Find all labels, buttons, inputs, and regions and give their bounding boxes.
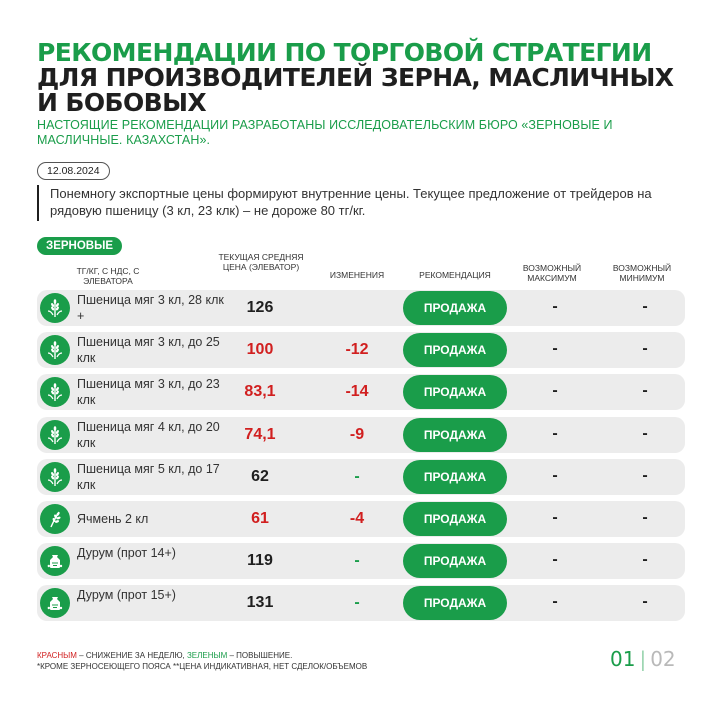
- table-row: [37, 585, 685, 621]
- header-recommendation: РЕКОМЕНДАЦИЯ: [419, 270, 491, 280]
- footnote-red-text: – СНИЖЕНИЕ ЗА НЕДЕЛЮ,: [76, 651, 187, 660]
- footnote-notes: *КРОМЕ ЗЕРНОСЕЮЩЕГО ПОЯСА **ЦЕНА ИНДИКАТИВНАЯ, НЕТ СДЕЛОК/ОБЪЕМОВ: [37, 662, 368, 671]
- grain-bag-icon: [40, 546, 70, 576]
- weekly-change: -4: [349, 509, 365, 527]
- table-row: [37, 417, 685, 453]
- table-row: [37, 543, 685, 579]
- weekly-change: -: [354, 552, 360, 570]
- possible-min: -: [642, 508, 648, 526]
- possible-min: -: [642, 551, 648, 569]
- product-name: Дурум (прот 14+): [77, 546, 176, 561]
- possible-min: -: [642, 466, 648, 484]
- table-row: [37, 501, 685, 537]
- possible-min: -: [642, 593, 648, 611]
- weekly-change: -: [354, 467, 360, 485]
- product-name: Пшеница мяг 5 кл, до 17 клк: [77, 461, 220, 492]
- recommendation-sell-button[interactable]: ПРОДАЖА: [403, 291, 507, 325]
- table-row: [37, 374, 685, 410]
- possible-max: -: [552, 340, 558, 358]
- possible-min: -: [642, 298, 648, 315]
- title-line-3: И БОБОВЫХ: [37, 88, 207, 117]
- possible-max: -: [552, 466, 558, 484]
- possible-min: -: [642, 424, 648, 442]
- current-price: 119: [247, 552, 273, 570]
- wheat-icon: [40, 377, 70, 407]
- table-row: [37, 332, 685, 368]
- table-row: [37, 459, 685, 495]
- possible-max: -: [552, 551, 558, 569]
- product-name: Пшеница мяг 3 кл, до 25 клк: [77, 335, 220, 366]
- footnote-red-word: КРАСНЫМ: [37, 651, 77, 660]
- header-change: ИЗМЕНЕНИЯ: [329, 270, 385, 280]
- market-note: Понемногу экспортные цены формируют внутренние цены. Текущее предложение от трейдеров на рядовую пшеницу (3 кл, 23 клк) – не дороже 80 тг/кг.: [37, 185, 697, 221]
- weekly-change: -: [354, 594, 360, 612]
- page-current: 01: [610, 647, 636, 671]
- current-price: 83,1: [244, 383, 276, 401]
- current-price: 74,1: [244, 425, 276, 443]
- footnote-legend: [37, 651, 292, 660]
- possible-max: -: [552, 508, 558, 526]
- current-price: 62: [251, 467, 269, 485]
- current-price: 61: [251, 509, 269, 527]
- date-badge: 12.08.2024: [37, 162, 110, 180]
- product-name: Пшеница мяг 4 кл, до 20 клк: [77, 419, 220, 450]
- possible-min: -: [642, 382, 648, 400]
- table-row: [37, 290, 685, 326]
- barley-icon: [40, 504, 70, 534]
- recommendation-sell-button[interactable]: ПРОДАЖА: [403, 502, 507, 536]
- page-next[interactable]: 02: [650, 647, 676, 671]
- weekly-change: -14: [345, 383, 369, 401]
- current-price: 126: [246, 299, 274, 316]
- current-price: 131: [246, 594, 274, 612]
- possible-min: -: [642, 340, 648, 358]
- product-name: Ячмень 2 кл: [77, 511, 149, 526]
- grain-bag-icon: [40, 588, 70, 618]
- product-name: Пшеница мяг 3 кл, до 23 клк: [77, 377, 220, 408]
- recommendation-sell-button[interactable]: ПРОДАЖА: [403, 375, 507, 409]
- wheat-icon: [40, 462, 70, 492]
- header-min: ВОЗМОЖНЫЙ МИНИМУМ: [612, 263, 672, 283]
- section-badge-grains: ЗЕРНОВЫЕ: [37, 237, 122, 255]
- current-price: 100: [246, 341, 274, 359]
- recommendation-sell-button[interactable]: ПРОДАЖА: [403, 586, 507, 620]
- footnote-green-text: – ПОВЫШЕНИЕ.: [227, 651, 293, 660]
- recommendation-sell-button[interactable]: ПРОДАЖА: [403, 544, 507, 578]
- title-line-2: ДЛЯ ПРОИЗВОДИТЕЛЕЙ ЗЕРНА, МАСЛИЧНЫХ: [37, 63, 674, 92]
- recommendation-sell-button[interactable]: ПРОДАЖА: [403, 333, 507, 367]
- weekly-change: -12: [345, 341, 369, 359]
- title-line-1: РЕКОМЕНДАЦИИ ПО ТОРГОВОЙ СТРАТЕГИИ: [37, 38, 652, 67]
- grain-table: [37, 290, 685, 628]
- possible-max: -: [552, 593, 558, 611]
- recommendation-sell-button[interactable]: ПРОДАЖА: [403, 418, 507, 452]
- product-name: Пшеница мяг 3 кл, 28 клк +: [77, 293, 224, 323]
- header-price: ТЕКУЩАЯ СРЕДНЯЯ ЦЕНА (ЭЛЕВАТОР): [218, 252, 304, 272]
- recommendation-sell-button[interactable]: ПРОДАЖА: [403, 460, 507, 494]
- wheat-icon: [40, 420, 70, 450]
- product-name: Дурум (прот 15+): [77, 588, 176, 603]
- page-separator: |: [639, 647, 647, 671]
- wheat-icon: [40, 335, 70, 365]
- page-indicator: [610, 647, 676, 671]
- header-unit: ТГ/КГ, С НДС, С ЭЛЕВАТОРА: [76, 266, 140, 286]
- wheat-icon: [40, 293, 70, 323]
- possible-max: -: [552, 382, 558, 400]
- footnote-green-word: ЗЕЛЕНЫМ: [186, 651, 228, 660]
- subtitle: НАСТОЯЩИЕ РЕКОМЕНДАЦИИ РАЗРАБОТАНЫ ИССЛЕДОВАТЕЛЬСКИМ БЮРО «ЗЕРНОВЫЕ И МАСЛИЧНЫЕ. КАЗАХСТАН».: [37, 118, 613, 147]
- possible-max: -: [552, 298, 558, 315]
- page-title: [37, 40, 697, 115]
- possible-max: -: [552, 424, 558, 442]
- header-max: ВОЗМОЖНЫЙ МАКСИМУМ: [522, 263, 582, 283]
- weekly-change: -9: [349, 425, 365, 443]
